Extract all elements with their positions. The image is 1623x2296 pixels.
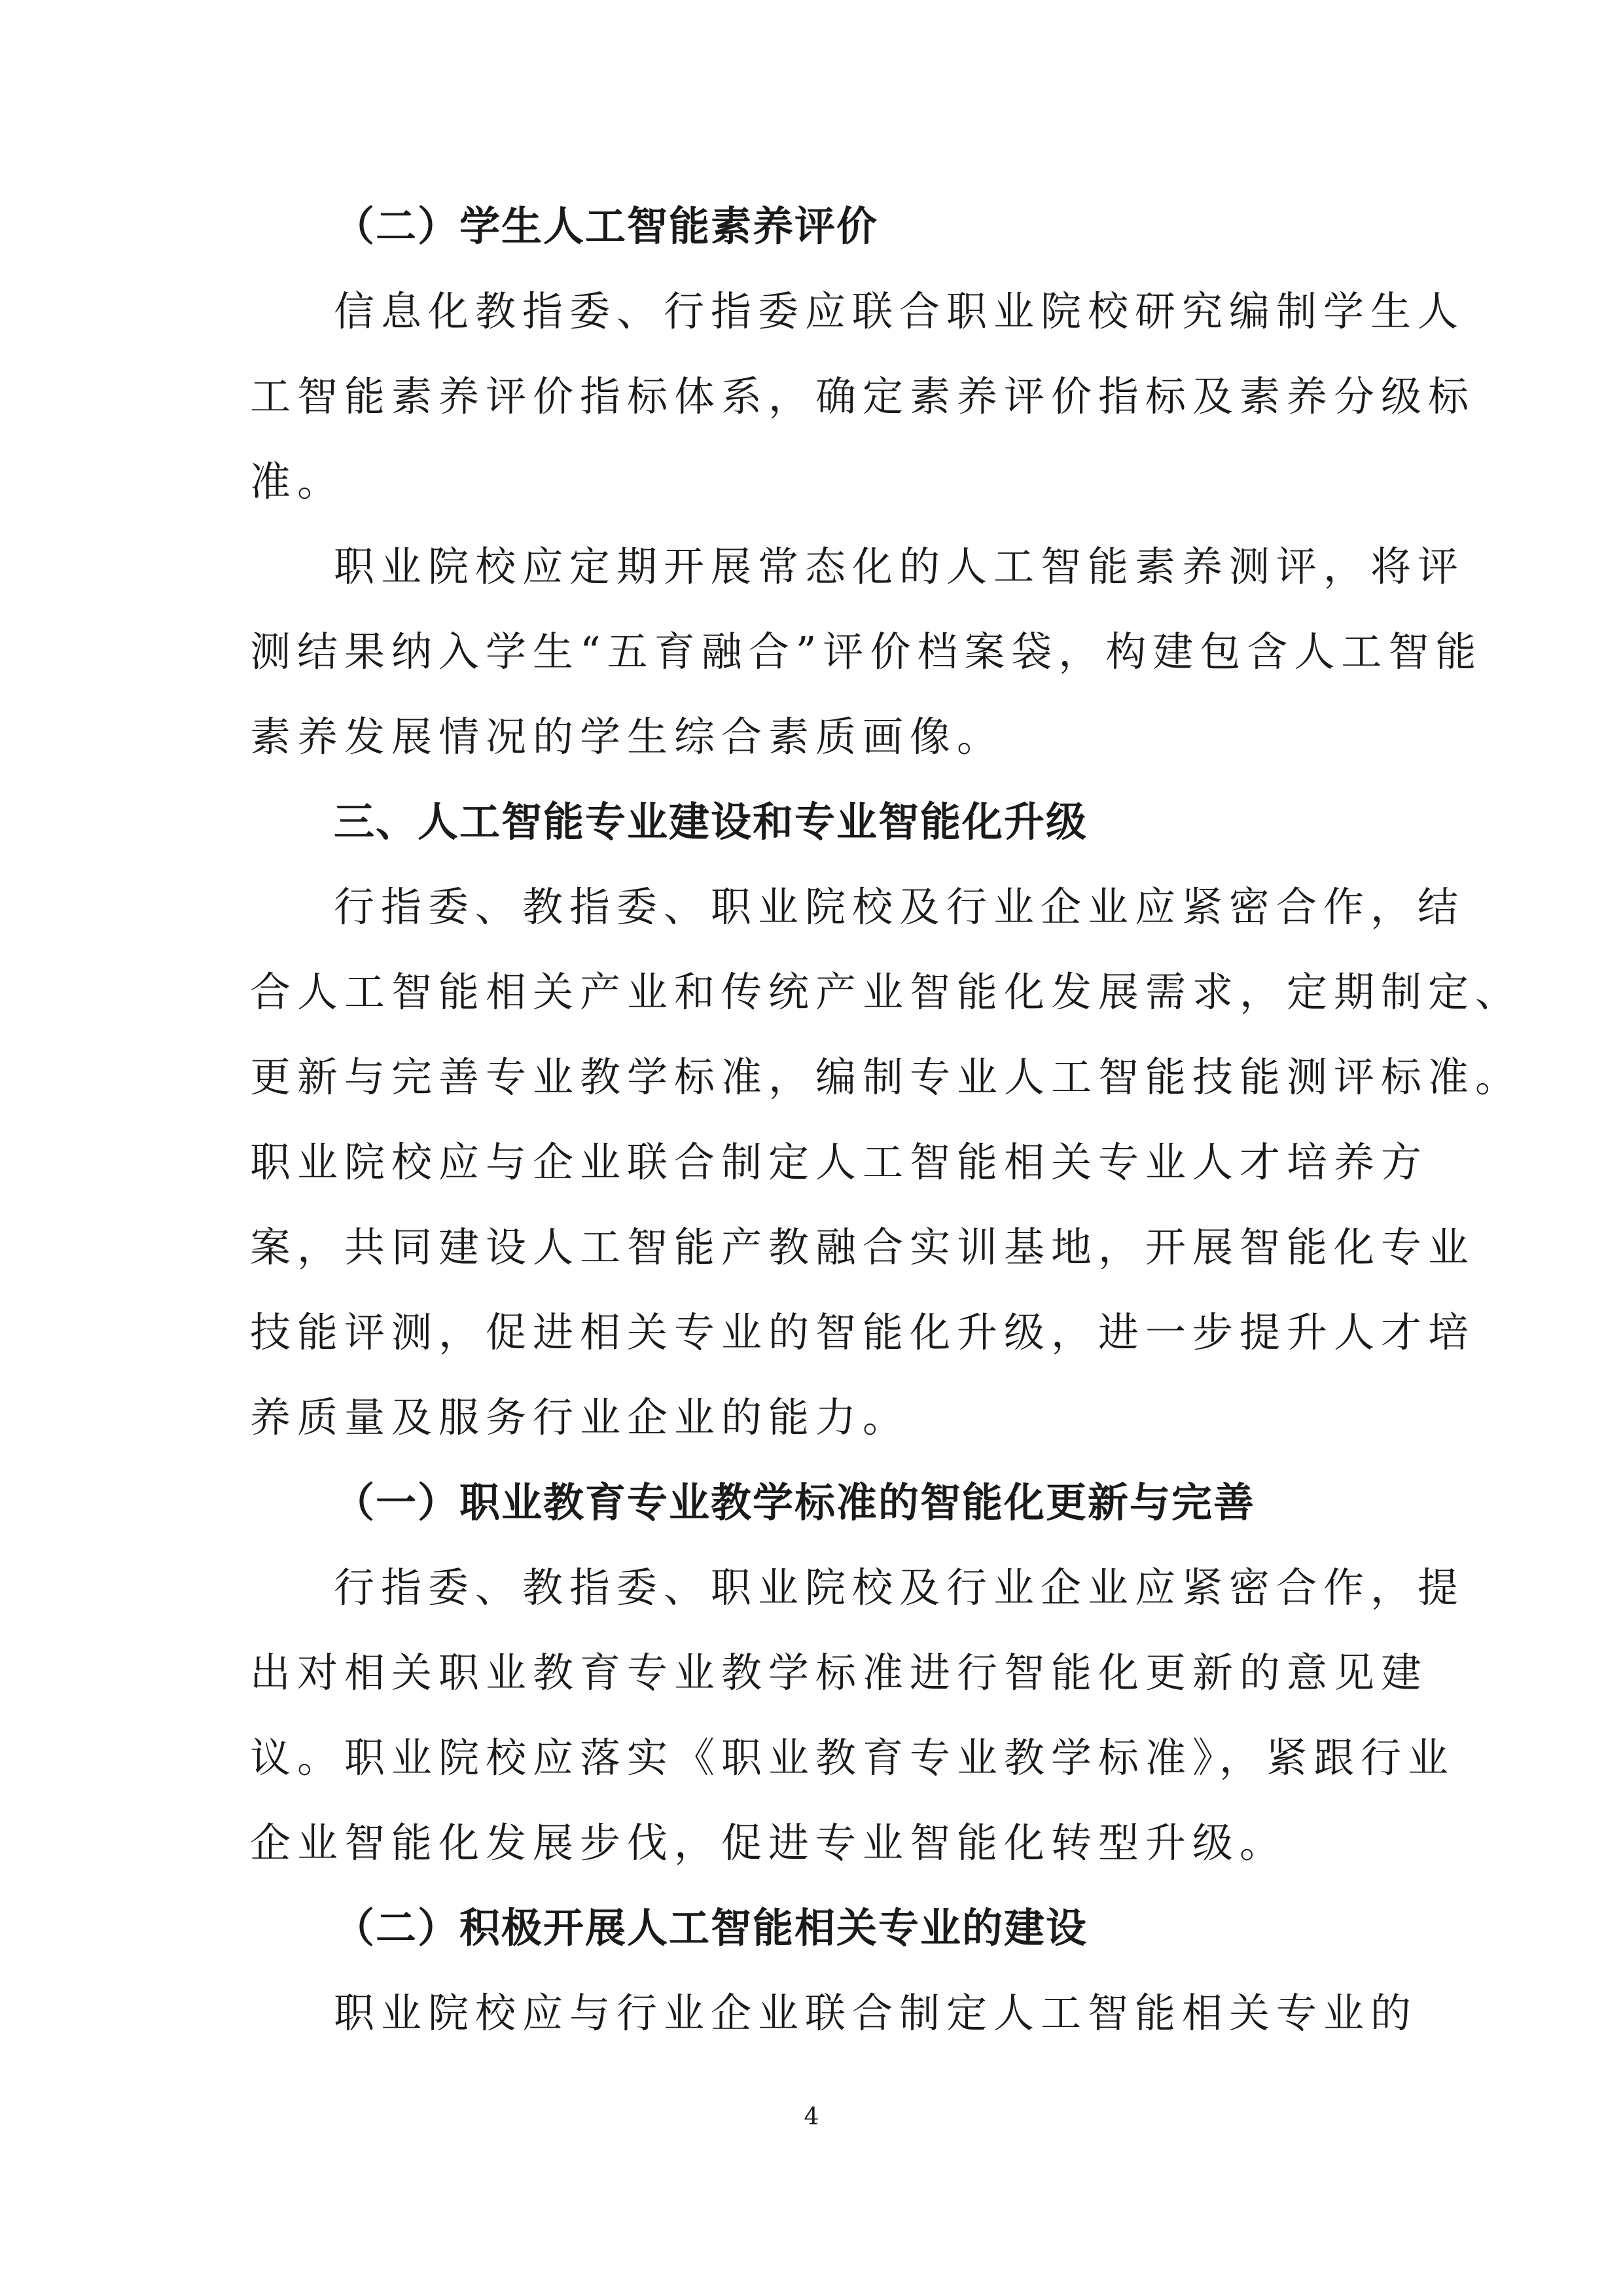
- paragraph-line: 素养发展情况的学生综合素质画像。: [250, 713, 1005, 761]
- paragraph-line: 议。职业院校应落实《职业教育专业教学标准》，紧跟行业: [250, 1734, 1455, 1782]
- paragraph-line: 测结果纳入学生“五育融合”评价档案袋，构建包含人工智能: [250, 628, 1483, 675]
- paragraph-line: 职业院校应定期开展常态化的人工智能素养测评，将评: [334, 543, 1465, 590]
- paragraph-line: 企业智能化发展步伐，促进专业智能化转型升级。: [250, 1819, 1287, 1867]
- paragraph-line: 信息化教指委、行指委应联合职业院校研究编制学生人: [334, 287, 1465, 335]
- paragraph-line: 准。: [250, 457, 345, 505]
- paragraph-line: 职业院校应与企业联合制定人工智能相关专业人才培养方: [250, 1138, 1429, 1186]
- paragraph-line: 更新与完善专业教学标准，编制专业人工智能技能测评标准。: [250, 1053, 1523, 1101]
- paragraph-line: 技能评测，促进相关专业的智能化升级，进一步提升人才培: [250, 1308, 1476, 1356]
- section-heading-student-ai-literacy: （二）学生人工智能素养评价: [334, 202, 879, 250]
- paragraph-line: 案，共同建设人工智能产教融合实训基地，开展智能化专业: [250, 1223, 1476, 1271]
- paragraph-line: 工智能素养评价指标体系，确定素养评价指标及素养分级标: [250, 372, 1476, 420]
- paragraph-line: 行指委、教指委、职业院校及行业企业应紧密合作，结: [334, 883, 1465, 931]
- paragraph-line: 养质量及服务行业企业的能力。: [250, 1393, 910, 1441]
- paragraph-line: 合人工智能相关产业和传统产业智能化发展需求，定期制定、: [250, 968, 1523, 1016]
- section-heading-ai-related-majors: （二）积极开展人工智能相关专业的建设: [334, 1904, 1088, 1952]
- paragraph-line: 出对相关职业教育专业教学标准进行智能化更新的意见建: [250, 1649, 1429, 1696]
- paragraph-line: 职业院校应与行业企业联合制定人工智能相关专业的: [334, 1989, 1418, 2037]
- section-heading-ai-major-construction: 三、人工智能专业建设和专业智能化升级: [334, 798, 1088, 846]
- paragraph-line: 行指委、教指委、职业院校及行业企业应紧密合作，提: [334, 1564, 1465, 1611]
- section-heading-teaching-standards: （一）职业教育专业教学标准的智能化更新与完善: [334, 1479, 1256, 1526]
- page-number: 4: [804, 2104, 819, 2130]
